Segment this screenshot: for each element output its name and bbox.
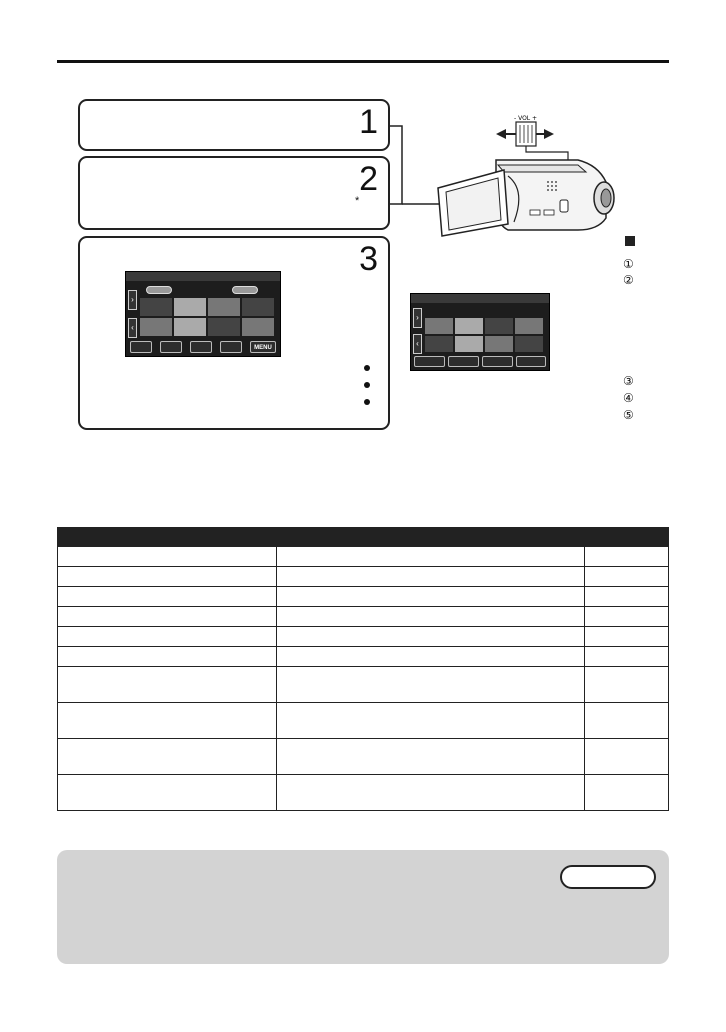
table-header (58, 528, 669, 547)
thumbnail[interactable] (485, 318, 513, 334)
table-row (58, 775, 669, 811)
thumbnail[interactable] (140, 298, 172, 316)
date-pill-left (146, 286, 172, 294)
thumbnail-screen-main (125, 271, 281, 357)
thumbnail[interactable] (208, 318, 240, 336)
thumbnail[interactable] (140, 318, 172, 336)
step-3-number: 3 (359, 240, 378, 278)
table-cell (585, 775, 669, 811)
table-row (58, 627, 669, 647)
bullet-3 (364, 399, 370, 405)
table-row (58, 607, 669, 627)
table-row (58, 667, 669, 703)
side-item-3: ③ (623, 374, 634, 388)
step-1-number: 1 (359, 103, 378, 141)
side-item-4: ④ (623, 391, 634, 405)
table-row (58, 567, 669, 587)
date-pill-right (232, 286, 258, 294)
prev-page-button[interactable]: ‹ (128, 318, 137, 338)
table-cell (276, 547, 584, 567)
thumbnail[interactable] (515, 318, 543, 334)
table-cell (585, 587, 669, 607)
camcorder-illustration (428, 110, 618, 240)
table-cell (585, 547, 669, 567)
table-cell (58, 703, 277, 739)
table-cell (276, 567, 584, 587)
table-cell (58, 647, 277, 667)
table-header-cell (58, 528, 277, 547)
thumbnail[interactable] (485, 336, 513, 352)
screen-button[interactable] (448, 356, 479, 367)
table-row (58, 739, 669, 775)
thumbnail[interactable] (425, 318, 453, 334)
step-2-number: 2 (359, 160, 378, 198)
zoom-label: - VOL + (514, 115, 538, 122)
step-1-box (78, 99, 390, 151)
back-button[interactable] (130, 341, 152, 353)
next-page-button[interactable]: › (128, 290, 137, 310)
section-marker (625, 236, 635, 246)
table-cell (276, 739, 584, 775)
thumbnail[interactable] (174, 298, 206, 316)
bullet-1 (364, 365, 370, 371)
table-cell (58, 587, 277, 607)
memo-label (560, 865, 656, 889)
table-cell (276, 627, 584, 647)
thumbnail[interactable] (455, 318, 483, 334)
table-cell (58, 567, 277, 587)
thumbnail[interactable] (515, 336, 543, 352)
thumbnail[interactable] (174, 318, 206, 336)
table-cell (58, 607, 277, 627)
table-cell (585, 607, 669, 627)
thumbnail[interactable] (425, 336, 453, 352)
table-cell (276, 587, 584, 607)
screen-topbar (126, 272, 280, 281)
table-cell (585, 627, 669, 647)
table-cell (58, 775, 277, 811)
table-cell (585, 567, 669, 587)
bullet-2 (364, 382, 370, 388)
screen-button[interactable] (414, 356, 445, 367)
table-cell (276, 775, 584, 811)
table-row (58, 703, 669, 739)
table-cell (276, 703, 584, 739)
screen-button[interactable] (482, 356, 513, 367)
table-header-cell (276, 528, 584, 547)
flag-button[interactable] (160, 341, 182, 353)
table-cell (276, 607, 584, 627)
table-cell (585, 703, 669, 739)
table-cell (58, 547, 277, 567)
table-cell (585, 739, 669, 775)
menu-button[interactable]: MENU (250, 341, 276, 353)
table-cell (585, 667, 669, 703)
table-header-cell (585, 528, 669, 547)
step-2-note-mark: * (355, 195, 360, 207)
thumbnail[interactable] (455, 336, 483, 352)
table-cell (585, 647, 669, 667)
prev-page-button[interactable]: ‹ (413, 334, 422, 354)
side-item-5: ⑤ (623, 408, 634, 422)
table-cell (58, 739, 277, 775)
header-rule (57, 60, 669, 63)
delete-button[interactable] (190, 341, 212, 353)
screen-topbar (411, 294, 549, 303)
thumbnail[interactable] (242, 318, 274, 336)
side-item-2: ② (623, 273, 634, 287)
table-row (58, 587, 669, 607)
thumbnail[interactable] (208, 298, 240, 316)
screen-button[interactable] (516, 356, 546, 367)
table-cell (276, 667, 584, 703)
thumbnail[interactable] (242, 298, 274, 316)
spec-table (57, 527, 669, 811)
table-cell (58, 667, 277, 703)
table-cell (58, 627, 277, 647)
side-item-1: ① (623, 257, 634, 271)
next-page-button[interactable]: › (413, 308, 422, 328)
mode-button[interactable] (220, 341, 242, 353)
table-row (58, 647, 669, 667)
table-cell (276, 647, 584, 667)
table-row (58, 547, 669, 567)
step-2-box (78, 156, 390, 230)
thumbnail-screen-select (410, 293, 550, 371)
